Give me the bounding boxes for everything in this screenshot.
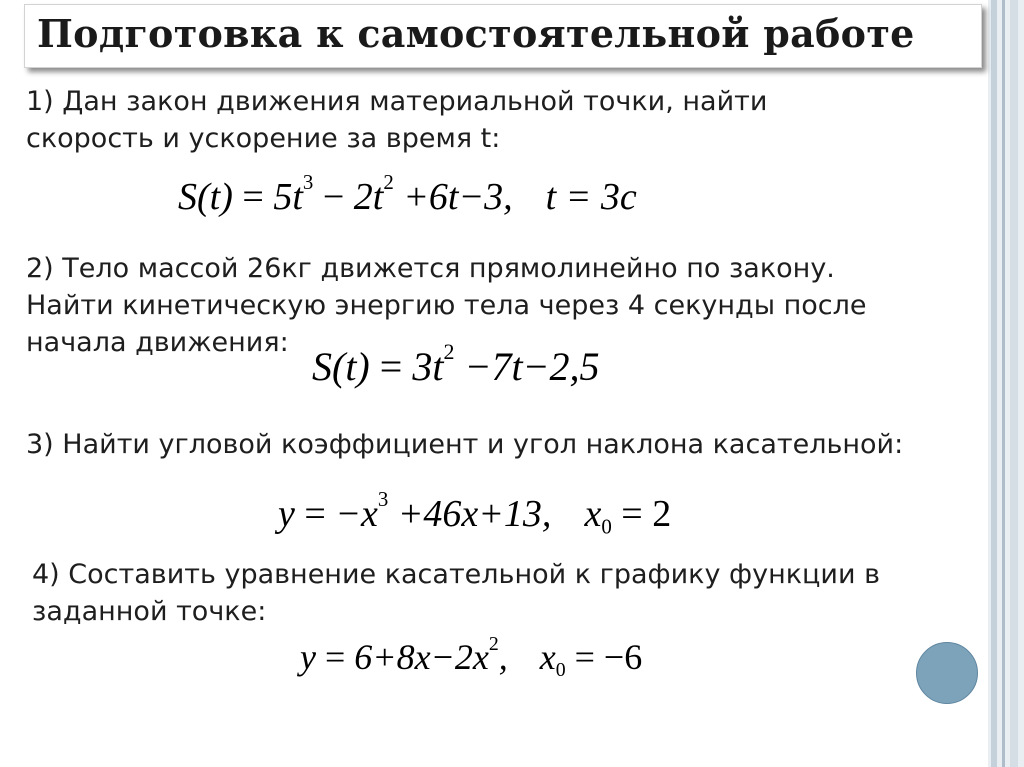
task-1-text xyxy=(26,83,767,157)
formula-x0: x xyxy=(539,637,556,677)
nav-circle-button[interactable] xyxy=(916,642,978,704)
formula-op: − xyxy=(322,176,345,218)
title-banner xyxy=(24,4,982,68)
task-4-text xyxy=(32,556,880,630)
formula-power: 3 xyxy=(377,487,389,512)
task-3-text xyxy=(26,426,903,463)
formula-rest: −7t−2,5 xyxy=(464,344,600,389)
formula-x0: x xyxy=(584,493,602,535)
task-1-line-2: скорость и ускорение за время t: xyxy=(26,123,501,154)
formula-rest: +6t−3, xyxy=(403,176,513,218)
formula-rest: +46x+13, xyxy=(397,493,552,535)
formula-power: 3 xyxy=(302,170,314,195)
formula-eq: = xyxy=(242,176,264,218)
task-2-line-3: начала движения: xyxy=(26,327,289,358)
formula-power: 2 xyxy=(488,633,499,656)
formula-subscript: 0 xyxy=(601,514,612,539)
formula-eq: = xyxy=(379,344,403,389)
formula-rest: , xyxy=(498,637,508,677)
formula-power: 2 xyxy=(443,339,455,365)
formula-lhs: y xyxy=(300,637,316,677)
formula-lhs: y xyxy=(278,493,295,535)
formula-lhs: S(t) xyxy=(312,344,370,389)
formula-term: 3t xyxy=(412,344,444,389)
formula-eq: = xyxy=(304,493,326,535)
border-stripe xyxy=(1002,0,1005,767)
formula-term: 5t xyxy=(273,176,303,218)
formula-condition: t = 3c xyxy=(545,176,637,218)
right-border-stripes xyxy=(988,0,1024,767)
formula-eq: = xyxy=(324,637,346,677)
formula-lhs: S(t) xyxy=(178,176,233,218)
formula-power: 2 xyxy=(383,170,394,195)
task-4-line-2: заданной точке: xyxy=(32,596,267,627)
task-3-formula xyxy=(278,487,672,539)
task-2-line-2: Найти кинетическую энергию тела через 4 секунды после xyxy=(26,290,867,321)
task-1-line-1: 1) Дан закон движения материальной точки, найти xyxy=(26,86,768,117)
task-2-line-1: 2) Тело массой 26кг движется прямолинейно по закону. xyxy=(26,253,835,284)
formula-term: 2t xyxy=(353,176,384,218)
task-4-formula xyxy=(300,633,643,681)
formula-subscript: 0 xyxy=(555,658,566,681)
task-2-formula xyxy=(312,339,600,390)
task-3-line-1: 3) Найти угловой коэффициент и угол наклона касательной: xyxy=(26,429,904,460)
formula-x0-value: = −6 xyxy=(574,637,643,677)
formula-term: −x xyxy=(335,493,378,535)
formula-term: 6+8x−2x xyxy=(354,637,489,677)
border-stripe xyxy=(1010,0,1018,767)
slide-title: Подготовка к самостоятельной работе xyxy=(37,11,915,56)
task-1-formula xyxy=(178,170,637,219)
task-4-line-1: 4) Составить уравнение касательной к графику функции в xyxy=(32,559,881,590)
formula-x0-value: = 2 xyxy=(621,493,672,535)
border-stripe xyxy=(991,0,997,767)
